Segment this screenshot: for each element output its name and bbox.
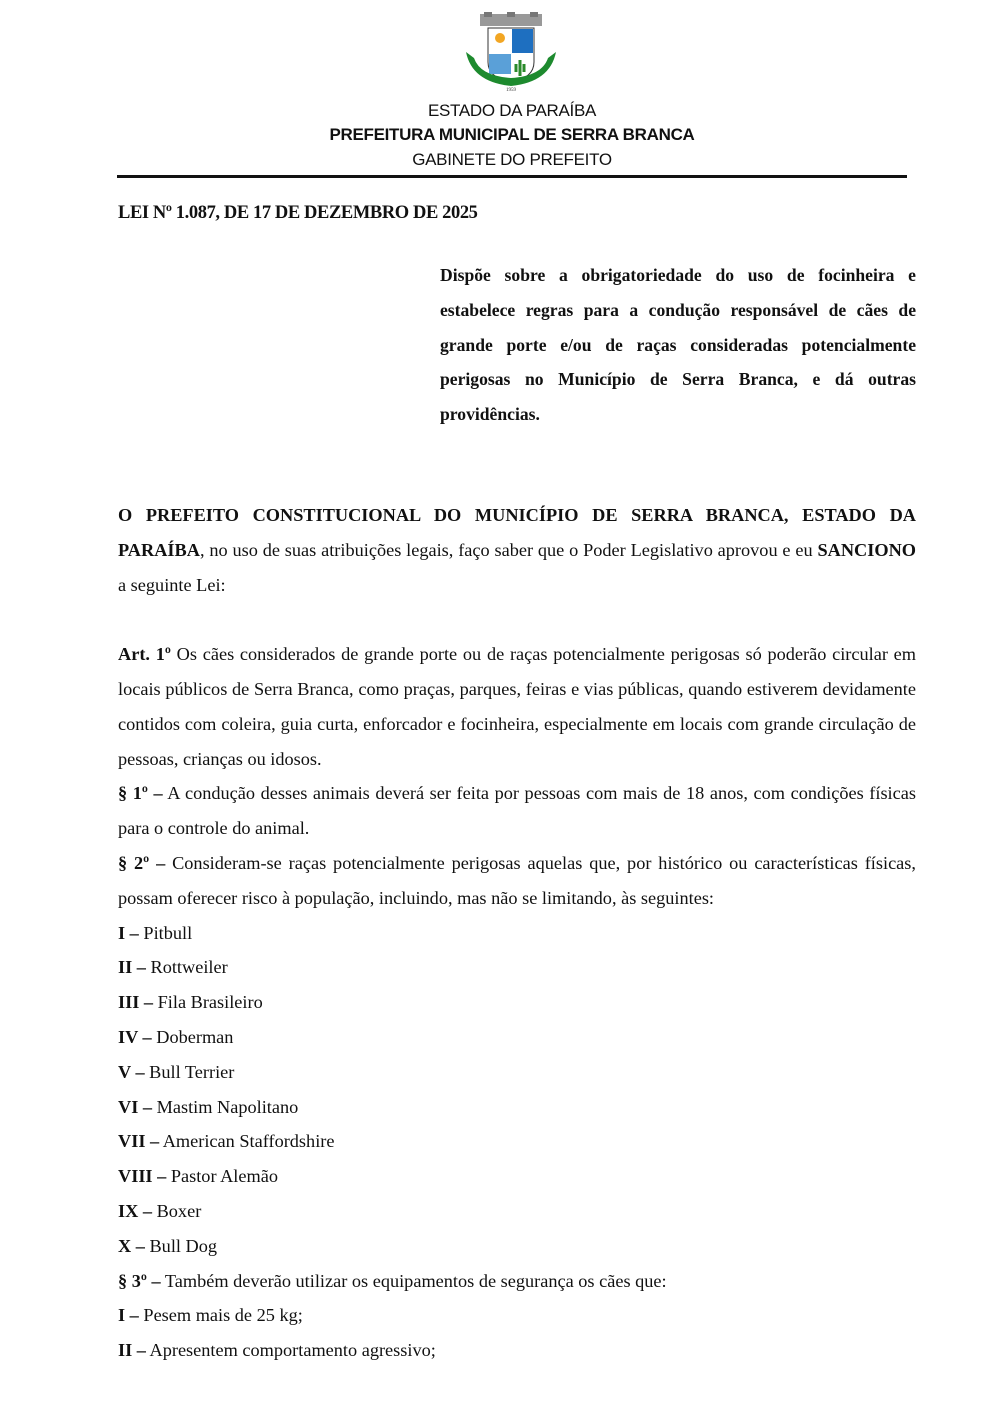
paragraph-label: IV – <box>118 1026 152 1047</box>
paragraph-text: Pastor Alemão <box>166 1166 278 1187</box>
law-summary: Dispõe sobre a obrigatoriedade do uso de focinheira e estabelece regras para a condução responsável de cães de grande porte e/ou de raças consideradas potencialmente perigosas no Município de Serra Branca, e dá outras providências. <box>440 265 916 425</box>
law-paragraph <box>118 776 916 846</box>
svg-text:1959: 1959 <box>506 88 516 92</box>
paragraph-label: III – <box>118 992 154 1013</box>
paragraph-text: Apresentem comportamento agressivo; <box>145 1340 436 1361</box>
law-paragraph <box>118 1055 916 1090</box>
law-paragraph <box>118 1159 916 1194</box>
paragraph-label: II – <box>118 1340 146 1361</box>
preamble-text-end: a seguinte Lei: <box>118 574 226 595</box>
law-paragraph <box>118 950 916 985</box>
paragraph-text: Boxer <box>152 1200 202 1221</box>
law-paragraph <box>118 1333 916 1368</box>
paragraph-label: § 1º – <box>118 783 163 804</box>
paragraph-text: Doberman <box>151 1026 234 1047</box>
paragraph-label: I – <box>118 1305 139 1326</box>
paragraph-label: VII – <box>118 1131 160 1152</box>
law-paragraph <box>118 1229 916 1264</box>
paragraph-label: X – <box>118 1235 145 1256</box>
law-paragraph <box>118 1020 916 1055</box>
paragraph-label: I – <box>118 922 139 943</box>
paragraph-label: Art. 1º <box>118 644 171 665</box>
law-paragraph <box>118 916 916 951</box>
preamble <box>118 498 916 602</box>
paragraph-label: § 3º – <box>118 1270 161 1291</box>
preamble-authority: O PREFEITO CONSTITUCIONAL DO MUNICÍPIO DE SERRA BRANCA, ESTADO DA PARAÍBA <box>118 505 916 560</box>
paragraph-text: Rottweiler <box>145 957 228 978</box>
paragraph-text: Pitbull <box>138 922 193 943</box>
law-body <box>118 498 916 1368</box>
paragraph-label: VI – <box>118 1096 153 1117</box>
header-prefecture: PREFEITURA MUNICIPAL DE SERRA BRANCA <box>329 125 695 144</box>
paragraph-text: American Staffordshire <box>159 1131 335 1152</box>
paragraph-text: Bull Terrier <box>144 1061 235 1082</box>
law-paragraph <box>118 637 916 776</box>
paragraph-text: Mastim Napolitano <box>152 1096 299 1117</box>
paragraph-label: II – <box>118 957 146 978</box>
header-office: GABINETE DO PREFEITO <box>412 150 612 169</box>
law-paragraph <box>118 985 916 1020</box>
preamble-sanction: SANCIONO <box>817 539 916 560</box>
paragraph-text: A condução desses animais deverá ser feita por pessoas com mais de 18 anos, com condições físicas para o controle do animal. <box>118 783 916 839</box>
law-paragraph <box>118 1090 916 1125</box>
law-paragraph <box>118 846 916 916</box>
header-state: ESTADO DA PARAÍBA <box>427 101 597 120</box>
paragraph-text: Bull Dog <box>144 1235 218 1256</box>
paragraph-text: Também deverão utilizar os equipamentos de segurança os cães que: <box>160 1270 667 1291</box>
law-paragraph <box>118 1264 916 1299</box>
paragraph-text: Fila Brasileiro <box>153 992 263 1013</box>
paragraph-text: Consideram-se raças potencialmente perigosas aquelas que, por histórico ou características físicas, possam oferecer risco à população, incluindo, mas não se limitando, às seguintes: <box>118 852 916 908</box>
paragraph-text: Pesem mais de 25 kg; <box>138 1305 303 1326</box>
law-paragraph <box>118 1298 916 1333</box>
municipal-coat-of-arms-logo <box>462 12 560 92</box>
paragraph-label: V – <box>118 1061 145 1082</box>
law-paragraph <box>118 1124 916 1159</box>
paragraph-label: § 2º – <box>118 852 166 873</box>
preamble-text: , no uso de suas atribuições legais, faço saber que o Poder Legislativo aprovou e eu <box>199 539 818 560</box>
law-paragraph <box>118 1194 916 1229</box>
paragraph-text: Os cães considerados de grande porte ou de raças potencialmente perigosas só poderão circular em locais públicos de Serra Branca, como praças, parques, feiras e vias públicas, quando estiverem devidamente contidos com coleira, guia curta, enforcador e focinheira, especialmente em locais com grande circulação de pessoas, crianças ou idosos. <box>118 644 916 769</box>
law-title: LEI Nº 1.087, DE 17 DE DEZEMBRO DE 2025 <box>118 203 478 223</box>
paragraph-label: IX – <box>118 1200 153 1221</box>
paragraph-label: VIII – <box>118 1166 167 1187</box>
header-divider <box>117 175 907 178</box>
